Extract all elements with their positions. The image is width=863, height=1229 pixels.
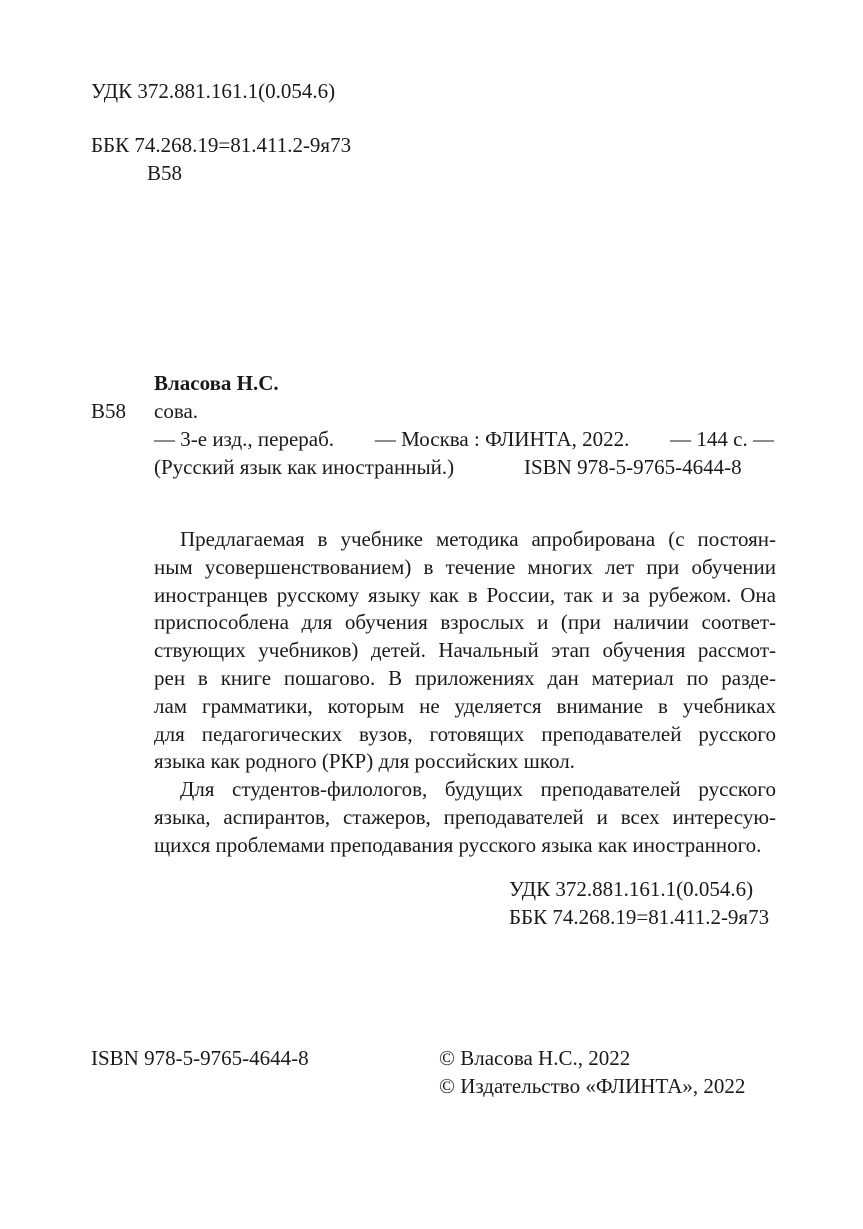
abstract-line: иностранцев русскому языку как в России, так и за рубежом. Она: [154, 582, 776, 607]
copyright-publisher: © Издательство «ФЛИНТА», 2022: [439, 1074, 746, 1098]
abstract: [154, 526, 776, 860]
audience-line: щихся проблемами преподавания русского языка как иностранного.: [154, 832, 762, 857]
udk-code-footer: УДК 372.881.161.1(0.054.6): [509, 877, 754, 901]
abstract-line: для педагогических вузов, готовящих преподавателей русского: [154, 721, 776, 746]
catalog-publisher: — Москва : ФЛИНТА, 2022.: [374, 427, 630, 451]
catalog-isbn: ISBN 978-5-9765-4644-8: [524, 455, 742, 479]
catalog-title-fragment: сова.: [154, 399, 199, 423]
catalog-edition: — 3-е изд., перераб.: [154, 427, 335, 451]
udk-code-header: УДК 372.881.161.1(0.054.6): [91, 79, 336, 103]
catalog-pages: — 144 с. —: [670, 427, 774, 451]
bbk-code-footer: ББК 74.268.19=81.411.2-9я73: [509, 905, 770, 929]
abstract-line: ствующих учебников) детей. Начальный этап обучения рассмот-: [154, 638, 776, 663]
abstract-line: Предлагаемая в учебнике методика апробирована (с постоян-: [180, 527, 776, 551]
catalog-author: Власова Н.С.: [154, 371, 279, 395]
abstract-line: ным усовершенствованием) в течение многих лет при обучении: [154, 554, 776, 579]
catalog-edition-line: [154, 426, 774, 452]
copyright-author: © Власова Н.С., 2022: [439, 1046, 631, 1070]
bbk-code-header: ББК 74.268.19=81.411.2-9я73: [91, 133, 352, 157]
abstract-line: языка как родного (РКР) для российских школ.: [154, 749, 575, 774]
catalog-mark: В58: [91, 399, 127, 423]
catalog-series: (Русский язык как иностранный.): [154, 455, 455, 479]
audience-line: Для студентов-филологов, будущих преподавателей русского: [180, 777, 776, 802]
imprint-isbn: ISBN 978-5-9765-4644-8: [91, 1046, 309, 1070]
audience-line: языка, аспирантов, стажеров, преподавателей и всех интересую-: [154, 804, 776, 829]
author-mark-header: В58: [147, 161, 183, 185]
abstract-line: рен в книге пошагово. В приложениях дан материал по разде-: [154, 665, 776, 690]
abstract-line: лам грамматики, которым не уделяется внимание в учебниках: [154, 693, 776, 718]
abstract-line: приспособлена для обучения взрослых и (при наличии соответ-: [154, 610, 776, 635]
